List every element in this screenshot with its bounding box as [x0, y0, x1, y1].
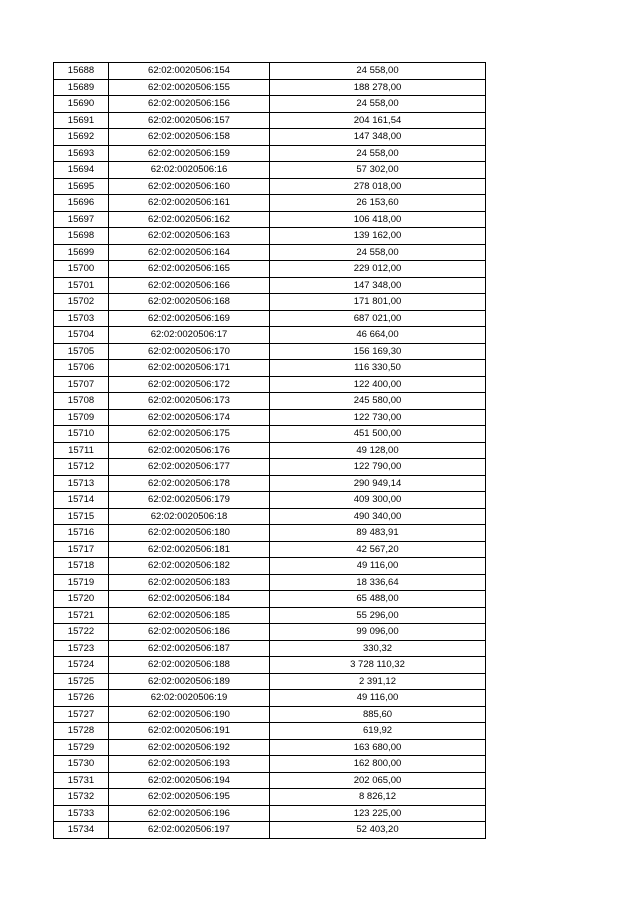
table-row	[54, 624, 486, 641]
cadastral-number-cell: 62:02:0020506:164	[109, 244, 270, 261]
cadastral-number-cell: 62:02:0020506:17	[109, 327, 270, 344]
table-row	[54, 739, 486, 756]
row-number-cell: 15710	[54, 426, 109, 443]
row-number-cell: 15707	[54, 376, 109, 393]
table-row	[54, 640, 486, 657]
row-number-cell: 15721	[54, 607, 109, 624]
table-row	[54, 673, 486, 690]
cadastral-number-cell: 62:02:0020506:192	[109, 739, 270, 756]
value-cell: 26 153,60	[270, 195, 486, 212]
row-number-cell: 15716	[54, 525, 109, 542]
value-cell: 147 348,00	[270, 129, 486, 146]
row-number-cell: 15714	[54, 492, 109, 509]
value-cell: 188 278,00	[270, 79, 486, 96]
value-cell: 55 296,00	[270, 607, 486, 624]
cadastral-number-cell: 62:02:0020506:186	[109, 624, 270, 641]
row-number-cell: 15699	[54, 244, 109, 261]
row-number-cell: 15730	[54, 756, 109, 773]
cadastral-number-cell: 62:02:0020506:181	[109, 541, 270, 558]
table-row	[54, 657, 486, 674]
value-cell: 42 567,20	[270, 541, 486, 558]
table-row	[54, 541, 486, 558]
row-number-cell: 15712	[54, 459, 109, 476]
value-cell: 57 302,00	[270, 162, 486, 179]
value-cell: 8 826,12	[270, 789, 486, 806]
table-row	[54, 79, 486, 96]
cadastral-number-cell: 62:02:0020506:18	[109, 508, 270, 525]
cadastral-number-cell: 62:02:0020506:160	[109, 178, 270, 195]
cadastral-number-cell: 62:02:0020506:171	[109, 360, 270, 377]
table-row	[54, 343, 486, 360]
cadastral-number-cell: 62:02:0020506:190	[109, 706, 270, 723]
row-number-cell: 15693	[54, 145, 109, 162]
cadastral-number-cell: 62:02:0020506:178	[109, 475, 270, 492]
value-cell: 49 116,00	[270, 690, 486, 707]
row-number-cell: 15729	[54, 739, 109, 756]
cadastral-number-cell: 62:02:0020506:176	[109, 442, 270, 459]
row-number-cell: 15695	[54, 178, 109, 195]
cadastral-number-cell: 62:02:0020506:182	[109, 558, 270, 575]
cadastral-number-cell: 62:02:0020506:179	[109, 492, 270, 509]
value-cell: 162 800,00	[270, 756, 486, 773]
table-row	[54, 145, 486, 162]
table-row	[54, 310, 486, 327]
value-cell: 99 096,00	[270, 624, 486, 641]
row-number-cell: 15706	[54, 360, 109, 377]
cadastral-number-cell: 62:02:0020506:175	[109, 426, 270, 443]
table-row	[54, 162, 486, 179]
table-row	[54, 475, 486, 492]
table-row	[54, 360, 486, 377]
value-cell: 18 336,64	[270, 574, 486, 591]
cadastral-number-cell: 62:02:0020506:166	[109, 277, 270, 294]
value-cell: 65 488,00	[270, 591, 486, 608]
cadastral-number-cell: 62:02:0020506:194	[109, 772, 270, 789]
row-number-cell: 15696	[54, 195, 109, 212]
table-row	[54, 327, 486, 344]
cadastral-number-cell: 62:02:0020506:16	[109, 162, 270, 179]
cadastral-number-cell: 62:02:0020506:162	[109, 211, 270, 228]
cadastral-number-cell: 62:02:0020506:195	[109, 789, 270, 806]
cadastral-number-cell: 62:02:0020506:185	[109, 607, 270, 624]
row-number-cell: 15705	[54, 343, 109, 360]
value-cell: 24 558,00	[270, 145, 486, 162]
value-cell: 46 664,00	[270, 327, 486, 344]
table-row	[54, 525, 486, 542]
row-number-cell: 15692	[54, 129, 109, 146]
value-cell: 24 558,00	[270, 63, 486, 80]
table-row	[54, 723, 486, 740]
row-number-cell: 15725	[54, 673, 109, 690]
table-row	[54, 393, 486, 410]
cadastral-number-cell: 62:02:0020506:193	[109, 756, 270, 773]
cadastral-number-cell: 62:02:0020506:172	[109, 376, 270, 393]
cadastral-number-cell: 62:02:0020506:197	[109, 822, 270, 839]
table-row	[54, 376, 486, 393]
row-number-cell: 15719	[54, 574, 109, 591]
row-number-cell: 15688	[54, 63, 109, 80]
row-number-cell: 15733	[54, 805, 109, 822]
cadastral-number-cell: 62:02:0020506:170	[109, 343, 270, 360]
row-number-cell: 15690	[54, 96, 109, 113]
row-number-cell: 15731	[54, 772, 109, 789]
row-number-cell: 15691	[54, 112, 109, 129]
row-number-cell: 15715	[54, 508, 109, 525]
value-cell: 122 790,00	[270, 459, 486, 476]
value-cell: 89 483,91	[270, 525, 486, 542]
cadastral-number-cell: 62:02:0020506:177	[109, 459, 270, 476]
row-number-cell: 15697	[54, 211, 109, 228]
table-body	[54, 63, 486, 839]
table-row	[54, 492, 486, 509]
value-cell: 147 348,00	[270, 277, 486, 294]
table-row	[54, 558, 486, 575]
value-cell: 3 728 110,32	[270, 657, 486, 674]
table-row	[54, 459, 486, 476]
row-number-cell: 15718	[54, 558, 109, 575]
cadastral-number-cell: 62:02:0020506:161	[109, 195, 270, 212]
row-number-cell: 15703	[54, 310, 109, 327]
row-number-cell: 15720	[54, 591, 109, 608]
table-row	[54, 574, 486, 591]
row-number-cell: 15702	[54, 294, 109, 311]
cadastral-number-cell: 62:02:0020506:159	[109, 145, 270, 162]
cadastral-number-cell: 62:02:0020506:188	[109, 657, 270, 674]
table-row	[54, 63, 486, 80]
value-cell: 229 012,00	[270, 261, 486, 278]
table-row	[54, 261, 486, 278]
table-row	[54, 690, 486, 707]
table-row	[54, 442, 486, 459]
table-row	[54, 772, 486, 789]
table-row	[54, 228, 486, 245]
value-cell: 163 680,00	[270, 739, 486, 756]
value-cell: 156 169,30	[270, 343, 486, 360]
value-cell: 139 162,00	[270, 228, 486, 245]
value-cell: 619,92	[270, 723, 486, 740]
table-row	[54, 96, 486, 113]
value-cell: 106 418,00	[270, 211, 486, 228]
cadastral-number-cell: 62:02:0020506:168	[109, 294, 270, 311]
value-cell: 204 161,54	[270, 112, 486, 129]
cadastral-number-cell: 62:02:0020506:19	[109, 690, 270, 707]
row-number-cell: 15700	[54, 261, 109, 278]
table-row	[54, 591, 486, 608]
cadastral-number-cell: 62:02:0020506:165	[109, 261, 270, 278]
cadastral-number-cell: 62:02:0020506:163	[109, 228, 270, 245]
row-number-cell: 15701	[54, 277, 109, 294]
row-number-cell: 15713	[54, 475, 109, 492]
data-table	[53, 62, 486, 839]
table-row	[54, 211, 486, 228]
row-number-cell: 15711	[54, 442, 109, 459]
cadastral-number-cell: 62:02:0020506:191	[109, 723, 270, 740]
row-number-cell: 15717	[54, 541, 109, 558]
row-number-cell: 15732	[54, 789, 109, 806]
value-cell: 2 391,12	[270, 673, 486, 690]
row-number-cell: 15728	[54, 723, 109, 740]
value-cell: 171 801,00	[270, 294, 486, 311]
value-cell: 52 403,20	[270, 822, 486, 839]
cadastral-number-cell: 62:02:0020506:157	[109, 112, 270, 129]
row-number-cell: 15689	[54, 79, 109, 96]
cadastral-number-cell: 62:02:0020506:156	[109, 96, 270, 113]
value-cell: 123 225,00	[270, 805, 486, 822]
table-row	[54, 294, 486, 311]
table-row	[54, 195, 486, 212]
row-number-cell: 15724	[54, 657, 109, 674]
table-row	[54, 508, 486, 525]
value-cell: 687 021,00	[270, 310, 486, 327]
table-row	[54, 277, 486, 294]
table-row	[54, 607, 486, 624]
row-number-cell: 15723	[54, 640, 109, 657]
row-number-cell: 15694	[54, 162, 109, 179]
value-cell: 245 580,00	[270, 393, 486, 410]
value-cell: 330,32	[270, 640, 486, 657]
value-cell: 885,60	[270, 706, 486, 723]
row-number-cell: 15722	[54, 624, 109, 641]
table-row	[54, 112, 486, 129]
value-cell: 202 065,00	[270, 772, 486, 789]
row-number-cell: 15727	[54, 706, 109, 723]
value-cell: 49 128,00	[270, 442, 486, 459]
table-row	[54, 789, 486, 806]
cadastral-number-cell: 62:02:0020506:169	[109, 310, 270, 327]
table-row	[54, 822, 486, 839]
row-number-cell: 15708	[54, 393, 109, 410]
row-number-cell: 15709	[54, 409, 109, 426]
table-row	[54, 706, 486, 723]
value-cell: 24 558,00	[270, 96, 486, 113]
table-row	[54, 178, 486, 195]
value-cell: 490 340,00	[270, 508, 486, 525]
table-row	[54, 409, 486, 426]
row-number-cell: 15734	[54, 822, 109, 839]
value-cell: 49 116,00	[270, 558, 486, 575]
cadastral-number-cell: 62:02:0020506:196	[109, 805, 270, 822]
value-cell: 278 018,00	[270, 178, 486, 195]
row-number-cell: 15726	[54, 690, 109, 707]
table-row	[54, 244, 486, 261]
table-row	[54, 805, 486, 822]
cadastral-number-cell: 62:02:0020506:173	[109, 393, 270, 410]
cadastral-number-cell: 62:02:0020506:180	[109, 525, 270, 542]
cadastral-number-cell: 62:02:0020506:189	[109, 673, 270, 690]
value-cell: 451 500,00	[270, 426, 486, 443]
table-row	[54, 426, 486, 443]
cadastral-number-cell: 62:02:0020506:184	[109, 591, 270, 608]
table-row	[54, 129, 486, 146]
value-cell: 290 949,14	[270, 475, 486, 492]
value-cell: 122 400,00	[270, 376, 486, 393]
cadastral-number-cell: 62:02:0020506:183	[109, 574, 270, 591]
row-number-cell: 15698	[54, 228, 109, 245]
value-cell: 409 300,00	[270, 492, 486, 509]
cadastral-number-cell: 62:02:0020506:155	[109, 79, 270, 96]
cadastral-number-cell: 62:02:0020506:154	[109, 63, 270, 80]
row-number-cell: 15704	[54, 327, 109, 344]
cadastral-number-cell: 62:02:0020506:158	[109, 129, 270, 146]
value-cell: 116 330,50	[270, 360, 486, 377]
table-row	[54, 756, 486, 773]
value-cell: 24 558,00	[270, 244, 486, 261]
value-cell: 122 730,00	[270, 409, 486, 426]
cadastral-number-cell: 62:02:0020506:174	[109, 409, 270, 426]
cadastral-number-cell: 62:02:0020506:187	[109, 640, 270, 657]
